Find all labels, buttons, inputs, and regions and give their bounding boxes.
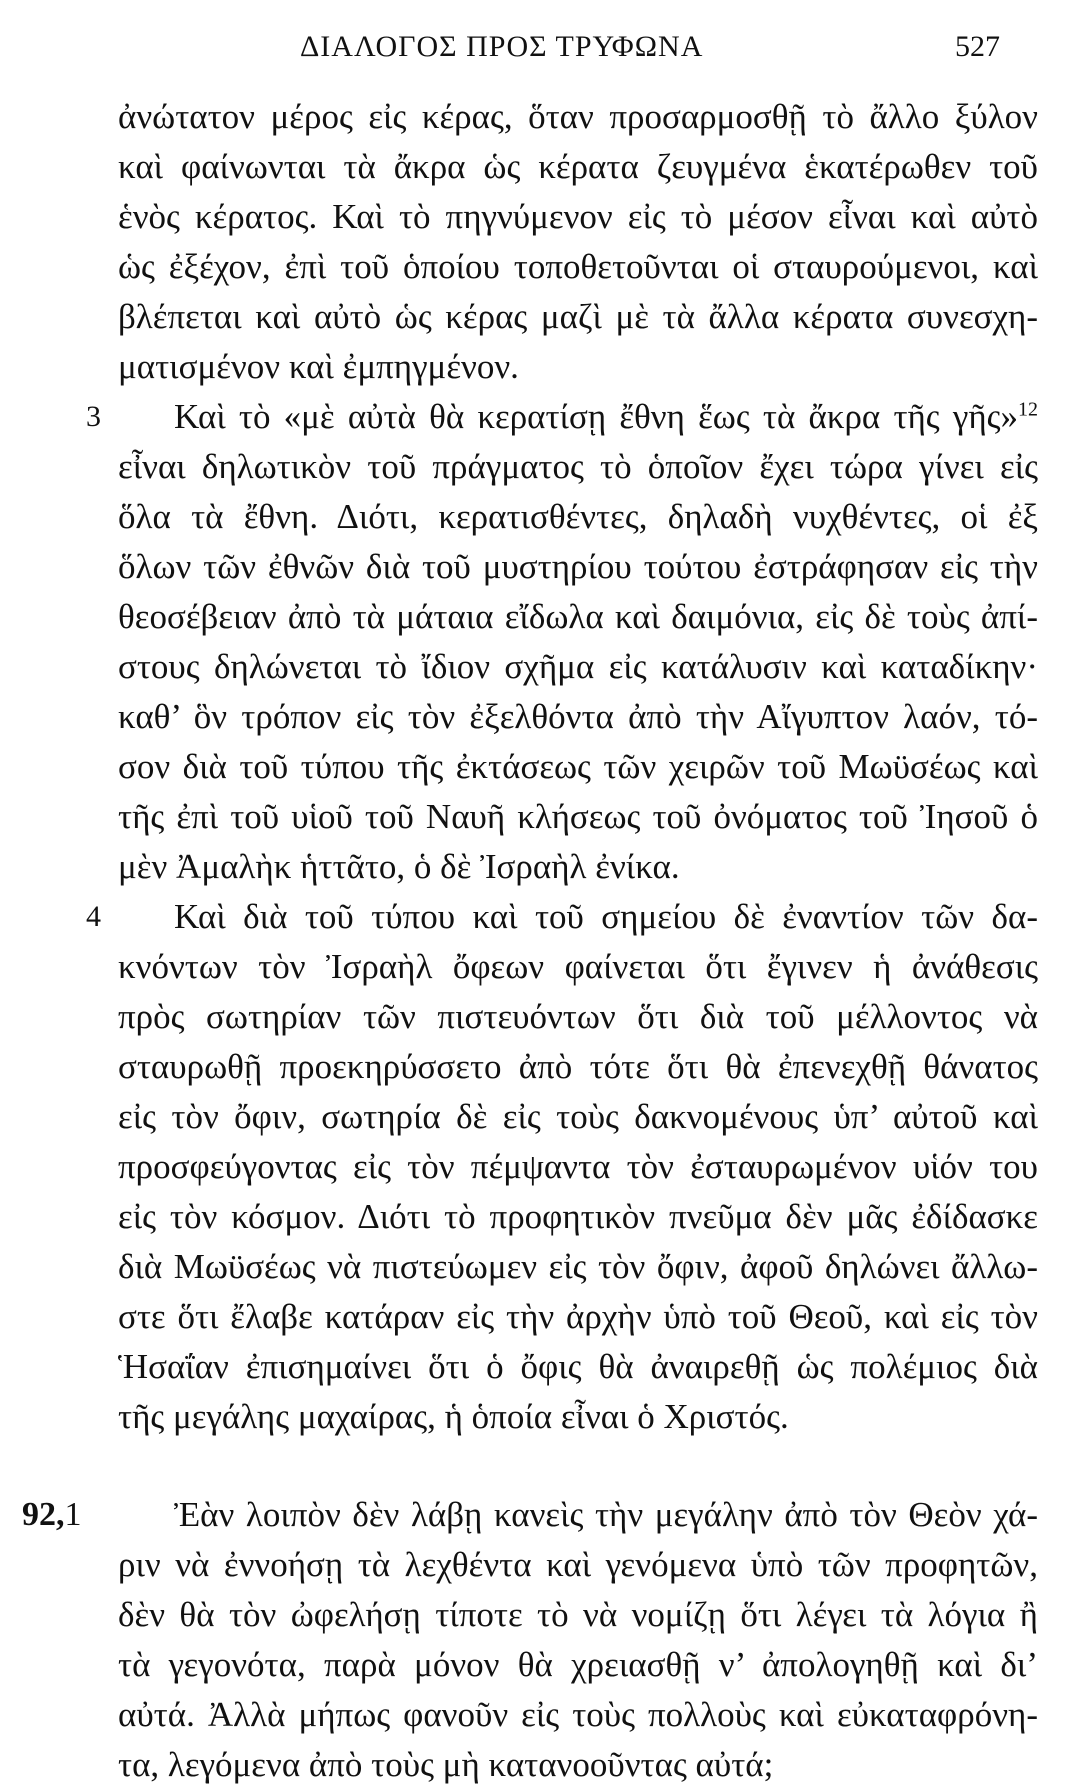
- text-line: Ἡσαΐαν ἐπισημαίνει ὅτι ὁ ὄφις θὰ ἀναιρεθῇ ὡς πολέμιος διὰ: [118, 1347, 1038, 1386]
- text-line: ριν νὰ ἐννοήσῃ τὰ λεχθέντα καὶ γενόμενα ὑπὸ τῶν προφητῶν,: [118, 1545, 1038, 1584]
- text-line: καθ’ ὃν τρόπον εἰς τὸν ἐξελθόντα ἀπὸ τὴν Αἴγυπτον λαόν, τό-: [118, 697, 1038, 736]
- text-line: σον διὰ τοῦ τύπου τῆς ἐκτάσεως τῶν χειρῶν τοῦ Μωϋσέως καὶ: [118, 747, 1038, 786]
- text-line: τὰ γεγονότα, παρὰ μόνον θὰ χρειασθῇ ν’ ἀπολογηθῇ καὶ δι’: [118, 1645, 1038, 1684]
- text-line: καὶ φαίνωνται τὰ ἄκρα ὡς κέρατα ζευγμένα ἑκατέρωθεν τοῦ: [118, 147, 1038, 186]
- chapter-section-label: 1: [64, 1496, 82, 1533]
- text-line: ὅλων τῶν ἐθνῶν διὰ τοῦ μυστηρίου τούτου ἐστράφησαν εἰς τὴν: [118, 547, 1038, 586]
- text-line: εἰς τὸν ὄφιν, σωτηρία δὲ εἰς τοὺς δακνομένους ὑπ’ αὐτοῦ καὶ: [118, 1097, 1038, 1136]
- paragraph-continued: [118, 92, 1038, 392]
- text-line: κνόντων τὸν Ἰσραὴλ ὄφεων φαίνεται ὅτι ἔγινεν ἡ ἀνάθεσις: [118, 947, 1038, 986]
- text-line: εἰς τὸν κόσμον. Διότι τὸ προφητικὸν πνεῦμα δὲν μᾶς ἐδίδασκε: [118, 1197, 1038, 1236]
- text-line: δὲν θὰ τὸν ὠφελήσῃ τίποτε τὸ νὰ νομίζῃ ὅτι λέγει τὰ λόγια ἢ: [118, 1595, 1038, 1634]
- text-line: πρὸς σωτηρίαν τῶν πιστευόντων ὅτι διὰ τοῦ μέλλοντος νὰ: [118, 997, 1038, 1036]
- text-line: ματισμένον καὶ ἐμπηγμένον.: [118, 347, 519, 386]
- page-header: [0, 30, 1080, 74]
- text-line: προσφεύγοντας εἰς τὸν πέμψαντα τὸν ἐσταυρωμένον υἱόν του: [118, 1147, 1038, 1186]
- page-number: 527: [955, 30, 1000, 63]
- running-head: ΔΙΑΛΟΓΟΣ ΠΡΟΣ ΤΡΥΦΩΝΑ: [300, 30, 704, 63]
- text-line: σταυρωθῇ προεκηρύσσετο ἀπὸ τότε ὅτι θὰ ἐπενεχθῇ θάνατος: [118, 1047, 1038, 1086]
- text-line: διὰ Μωϋσέως νὰ πιστεύωμεν εἰς τὸν ὄφιν, ἀφοῦ δηλώνει ἄλλω-: [118, 1247, 1038, 1286]
- text-line: τα, λεγόμενα ἀπὸ τοὺς μὴ κατανοοῦντας αὐτά;: [118, 1745, 774, 1784]
- text-line-content: Καὶ διὰ τοῦ τύπου καὶ τοῦ σημείου δὲ ἐναντίον τῶν δα-: [174, 897, 1038, 936]
- text-line: θεοσέβειαν ἀπὸ τὰ μάταια εἴδωλα καὶ δαιμόνια, εἰς δὲ τοὺς ἀπί-: [118, 597, 1038, 636]
- text-line: στους δηλώνεται τὸ ἴδιον σχῆμα εἰς κατάλυσιν καὶ καταδίκην·: [118, 647, 1038, 686]
- text-line: βλέπεται καὶ αὐτὸ ὡς κέρας μαζὶ μὲ τὰ ἄλλα κέρατα συνεσχη-: [118, 297, 1038, 336]
- paragraph-section-3: [86, 392, 1038, 892]
- text-line: ὡς ἐξέχον, ἐπὶ τοῦ ὁποίου τοποθετοῦνται οἱ σταυρούμενοι, καὶ: [118, 247, 1038, 286]
- section-gap: [118, 1442, 1038, 1490]
- paragraph-section-4: [86, 892, 1038, 1442]
- chapter-label: 92,: [22, 1496, 65, 1533]
- chapter-number: [22, 1490, 82, 1540]
- text-line: τῆς ἐπὶ τοῦ υἱοῦ τοῦ Ναυῆ κλήσεως τοῦ ὀνόματος τοῦ Ἰησοῦ ὁ: [118, 797, 1038, 836]
- text-line: μὲν Ἀμαλὴκ ἡττᾶτο, ὁ δὲ Ἰσραὴλ ἐνίκα.: [118, 847, 680, 886]
- section-number: 4: [86, 900, 101, 933]
- main-text: [22, 92, 1038, 1790]
- text-line-content: Καὶ τὸ «μὲ αὐτὰ θὰ κερατίσῃ ἔθνη ἕως τὰ ἄκρα τῆς γῆς»: [174, 397, 1018, 436]
- text-line: ὅλα τὰ ἔθνη. Διότι, κερατισθέντες, δηλαδὴ νυχθέντες, οἱ ἐξ: [118, 497, 1038, 536]
- text-line: τῆς μεγάλης μαχαίρας, ἡ ὁποία εἶναι ὁ Χριστός.: [118, 1397, 789, 1436]
- paragraph-chapter-92: [22, 1490, 1038, 1790]
- text-line: [22, 1490, 1038, 1540]
- text-line-content: Ἐὰν λοιπὸν δὲν λάβῃ κανεὶς τὴν μεγάλην ἀπὸ τὸν Θεὸν χά-: [174, 1495, 1038, 1534]
- text-line: στε ὅτι ἔλαβε κατάραν εἰς τὴν ἀρχὴν ὑπὸ τοῦ Θεοῦ, καὶ εἰς τὸν: [118, 1297, 1038, 1336]
- text-line: ἑνὸς κέρατος. Καὶ τὸ πηγνύμενον εἰς τὸ μέσον εἶναι καὶ αὐτὸ: [118, 197, 1038, 236]
- text-line: εἶναι δηλωτικὸν τοῦ πράγματος τὸ ὁποῖον ἔχει τώρα γίνει εἰς: [118, 447, 1038, 486]
- section-number: 3: [86, 400, 101, 433]
- text-line: [86, 892, 1038, 942]
- text-line: [86, 392, 1038, 442]
- footnote-reference: 12: [1018, 398, 1038, 421]
- text-line: αὐτά. Ἀλλὰ μήπως φανοῦν εἰς τοὺς πολλοὺς καὶ εὐκαταφρόνη-: [118, 1695, 1038, 1734]
- text-line: ἀνώτατον μέρος εἰς κέρας, ὅταν προσαρμοσθῇ τὸ ἄλλο ξύλον: [118, 97, 1038, 136]
